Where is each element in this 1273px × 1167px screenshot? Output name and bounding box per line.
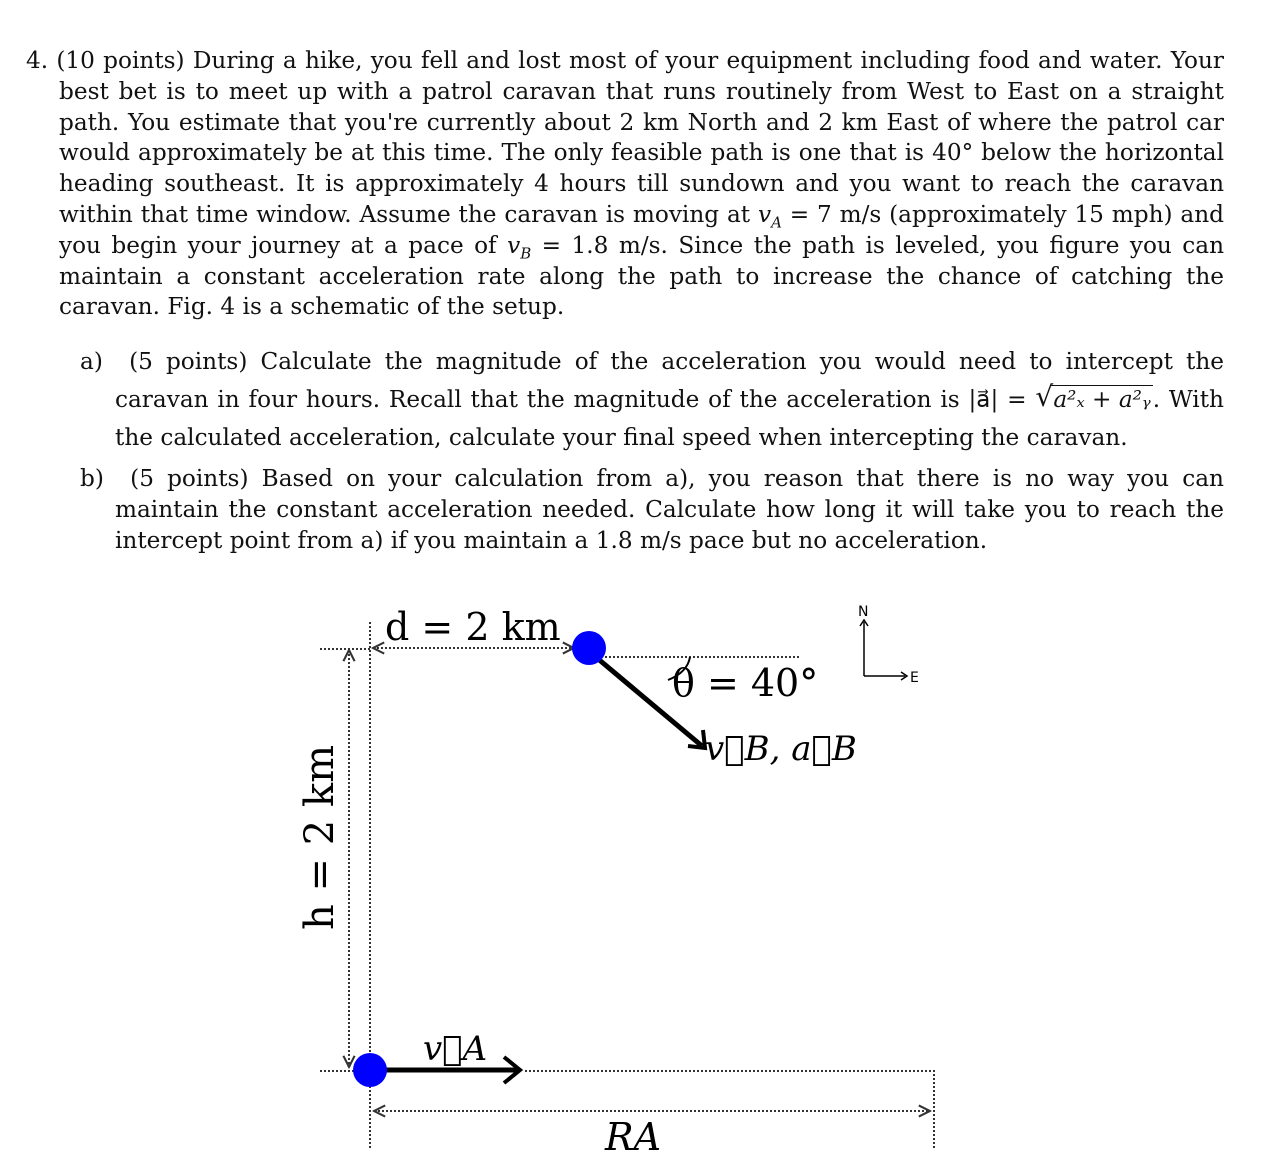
part-b <box>26 463 1224 556</box>
part-a <box>26 343 1224 457</box>
va-text: = 7 m/s (approximately 15 mph) and you begin your journey at a pace of <box>59 200 1225 259</box>
sqrt-radicand: a²ₓ + a²ᵧ <box>1053 386 1151 414</box>
compass-e-label: E <box>910 670 919 686</box>
va-symbol: v <box>757 200 772 228</box>
ra-label: RA <box>605 1115 662 1159</box>
compass-n-label: N <box>858 604 869 620</box>
part-a-text1: Calculate the magnitude of the acceleration you would need to intercept the caravan in four hours. Recall that the magnitude of the acceleration is |a⃗| = <box>115 348 1224 414</box>
caravan-dot <box>353 1053 387 1087</box>
va-subscript: A <box>771 213 782 232</box>
va-label: v⃗A <box>423 1029 488 1069</box>
problem-points: (10 points) <box>56 47 185 74</box>
vb-symbol: v <box>507 231 521 259</box>
theta-label: θ = 40° <box>672 661 819 705</box>
h-label: h = 2 km <box>297 744 343 930</box>
problem-text: During a hike, you fell and lost most of your equipment including food and water. Your best bet is to meet up with a patrol caravan that runs routinely from West to East on a straight path. You estimate that you're currently about 2 km North and 2 km East of where the patrol car would approximately be at this time. The only feasible path is one that is 40° below the horizontal heading southeast. It is approximately 4 hours till sundown and you want to reach the caravan within that time window. Assume the caravan is moving at <box>59 47 1225 228</box>
d-label: d = 2 km <box>385 605 561 649</box>
part-b-points: (5 points) <box>130 465 249 493</box>
problem-parts <box>26 343 1224 556</box>
setup-figure <box>0 560 1273 1160</box>
part-a-text2: . With the calculated acceleration, calculate your final speed when intercepting the caravan. <box>115 386 1224 452</box>
vb-text: = 1.8 m/s. Since the path is leveled, you figure you can maintain a constant acceleration rate along the path to increase the chance of catching the caravan. Fig. 4 is a schematic of the setup. <box>59 231 1225 321</box>
problem-paragraph <box>26 46 1224 323</box>
hiker-dot <box>572 631 606 665</box>
vb-subscript: B <box>520 244 532 263</box>
part-b-text: Based on your calculation from a), you reason that there is no way you can maintain the constant acceleration needed. Calculate how long it will take you to reach the intercept point from a) if you maintain a 1.8 m/s pace but no acceleration. <box>115 465 1224 555</box>
sqrt-expression <box>1035 381 1152 419</box>
part-b-label: b) <box>80 465 104 493</box>
vb-ab-label: v⃗B, a⃗B <box>705 729 857 769</box>
problem-number: 4. <box>26 47 49 74</box>
compass <box>858 604 919 686</box>
part-a-points: (5 points) <box>129 348 248 376</box>
problem-statement <box>26 46 1224 556</box>
part-a-label: a) <box>80 348 103 376</box>
